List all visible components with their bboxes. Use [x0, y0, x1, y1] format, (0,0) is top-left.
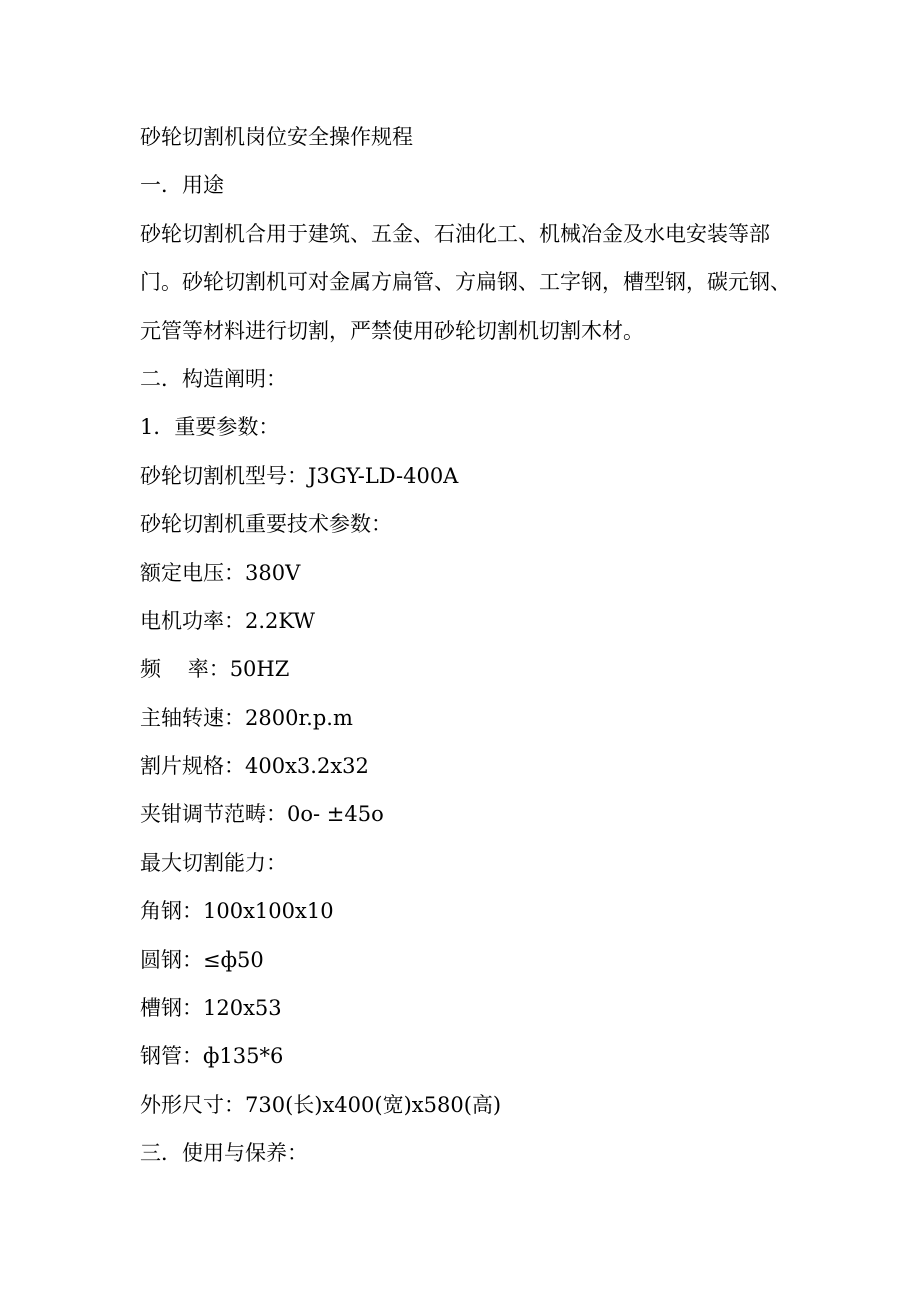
blade-spec-line: 割片规格：400x3.2x32: [140, 754, 369, 779]
section-1-heading: 一．用途: [140, 173, 224, 198]
frequency-line: 频 率：50HZ: [140, 657, 290, 682]
document-title: 砂轮切割机岗位安全操作规程: [140, 125, 413, 149]
subsection-1-heading: 1．重要参数：: [140, 415, 280, 440]
channel-steel-line: 槽钢：120x53: [140, 996, 282, 1021]
spindle-speed-line: 主轴转速：2800r.p.m: [140, 705, 353, 730]
clamp-range-line: 夹钳调节范畴：0o- ±45o: [140, 802, 384, 827]
dimensions-line: 外形尺寸：730(长)x400(宽)x580(高): [140, 1092, 502, 1117]
motor-power-line: 电机功率：2.2KW: [140, 608, 315, 633]
round-steel-line: 圆钢：≤ф50: [140, 947, 264, 972]
section-3-heading: 三．使用与保养：: [140, 1141, 308, 1166]
model-line: 砂轮切割机型号：J3GY-LD-400A: [140, 463, 459, 488]
section-2-heading: 二．构造阐明：: [140, 366, 287, 391]
section-1-body-line-2: 门。砂轮切割机可对金属方扁管、方扁钢、工字钢，槽型钢，碳元钢、: [140, 270, 791, 295]
rated-voltage-line: 额定电压：380V: [140, 560, 301, 585]
section-1-body-line-1: 砂轮切割机合用于建筑、五金、石油化工、机械冶金及水电安装等部: [140, 221, 770, 246]
steel-pipe-line: 钢管：ф135*6: [140, 1044, 284, 1069]
max-cut-heading: 最大切割能力：: [140, 850, 287, 875]
section-1-body: [140, 210, 800, 355]
section-1-body-line-3: 元管等材料进行切割，严禁使用砂轮切割机切割木材。: [140, 318, 644, 343]
tech-params-heading: 砂轮切割机重要技术参数：: [140, 512, 392, 537]
angle-steel-line: 角钢：100x100x10: [140, 899, 334, 924]
document-content: [140, 113, 800, 1178]
